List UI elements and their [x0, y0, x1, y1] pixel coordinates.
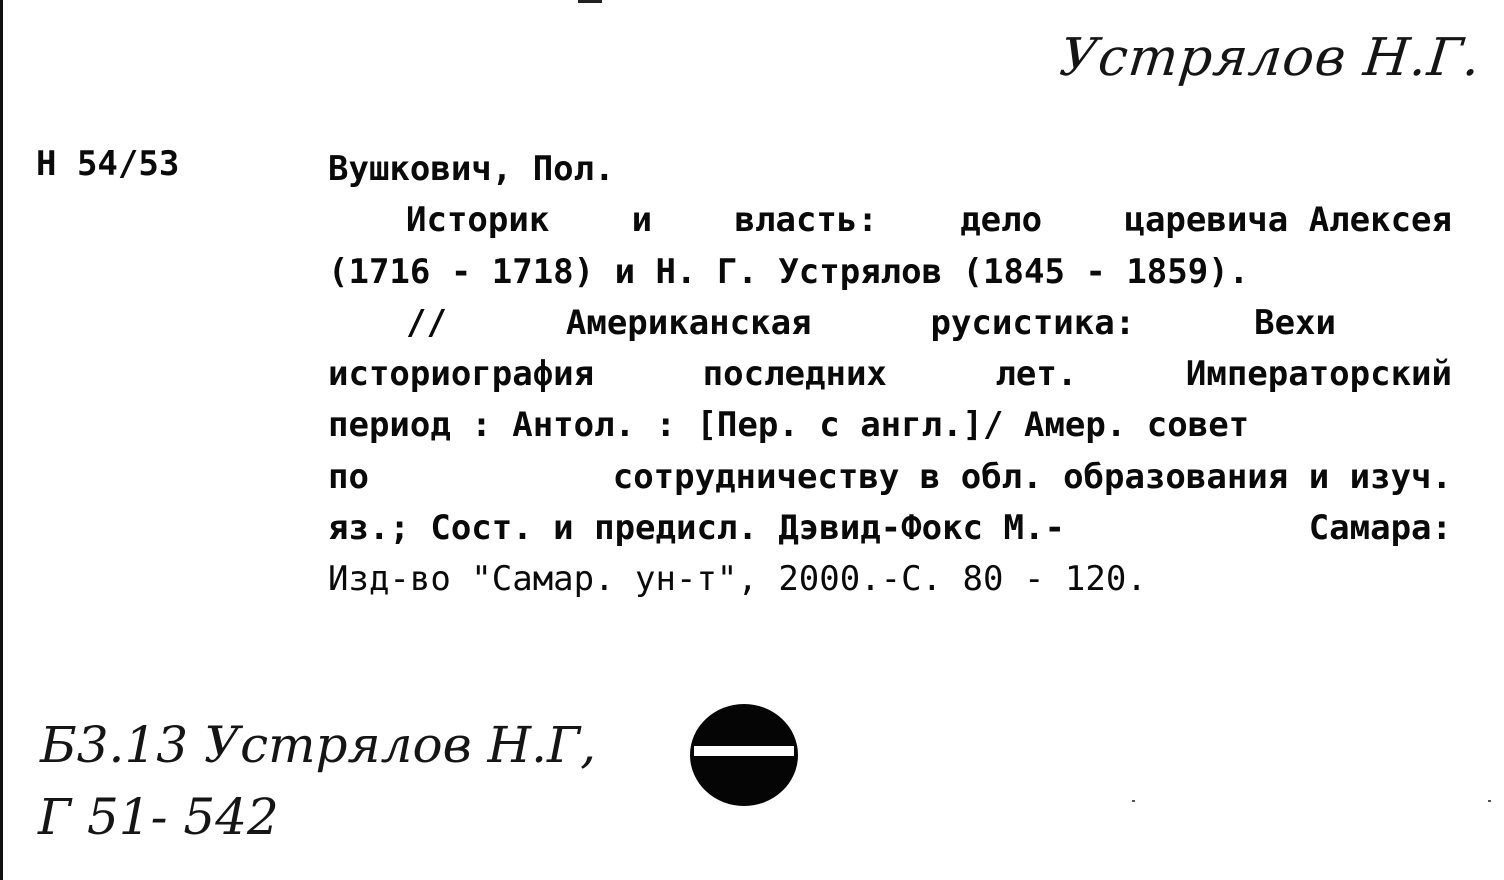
entry-line-1 — [328, 195, 1452, 246]
entry-word: Самара: — [1308, 508, 1452, 549]
card-left-edge — [0, 0, 3, 880]
speck — [1132, 800, 1135, 802]
entry-word: историография — [328, 354, 595, 395]
entry-word: // — [406, 302, 447, 343]
handwritten-header: Устрялов Н.Г. — [1056, 28, 1484, 88]
entry-word: власть: — [734, 200, 878, 241]
entry-text: сотрудничеству в обл. образования и изуч. — [612, 456, 1452, 497]
entry-word: дело — [960, 200, 1043, 241]
entry-word: Императорский — [1185, 354, 1452, 395]
handwritten-note-2: Г 51- 542 — [38, 788, 279, 846]
entry-line-8 — [328, 554, 1452, 605]
entry-word: Историк — [406, 200, 550, 241]
entry-word: последних — [702, 354, 887, 395]
entry-text: Изд-во "Самар. ун-т", 2000.-С. 80 - 120. — [328, 559, 1147, 600]
entry-text: (1716 - 1718) и Н. Г. Устрялов (1845 - 1859). — [328, 251, 1250, 292]
entry-word: лет. — [995, 354, 1078, 395]
card-top-mark — [578, 0, 602, 3]
entry-word: Вехи — [1254, 302, 1336, 343]
entry-text: период : Антол. : [Пер. с англ.]/ Амер. совет — [328, 405, 1250, 446]
entry-line-2 — [328, 247, 1452, 298]
speck — [1488, 800, 1491, 802]
entry-line-4 — [328, 349, 1452, 400]
entry-word: русистика: — [930, 302, 1136, 343]
entry-word: и — [631, 200, 653, 241]
punch-hole — [690, 704, 798, 806]
bibliographic-entry — [328, 144, 1452, 606]
entry-line-3 — [328, 298, 1452, 349]
entry-word: по — [328, 456, 369, 497]
handwritten-note-1: Б3.13 Устрялов Н.Г, — [40, 716, 597, 774]
entry-word: царевича Алексея — [1124, 200, 1452, 241]
entry-line-6 — [328, 452, 1452, 503]
entry-word: Американская — [565, 302, 812, 343]
punch-hole-bar — [694, 746, 794, 756]
entry-line-7 — [328, 503, 1452, 554]
entry-text: яз.; Сост. и предисл. Дэвид-Фокс М.- — [328, 508, 1065, 549]
author-line: Вушкович, Пол. — [328, 149, 615, 189]
shelfmark: Н 54/53 — [36, 144, 180, 184]
entry-line-5 — [328, 400, 1452, 451]
